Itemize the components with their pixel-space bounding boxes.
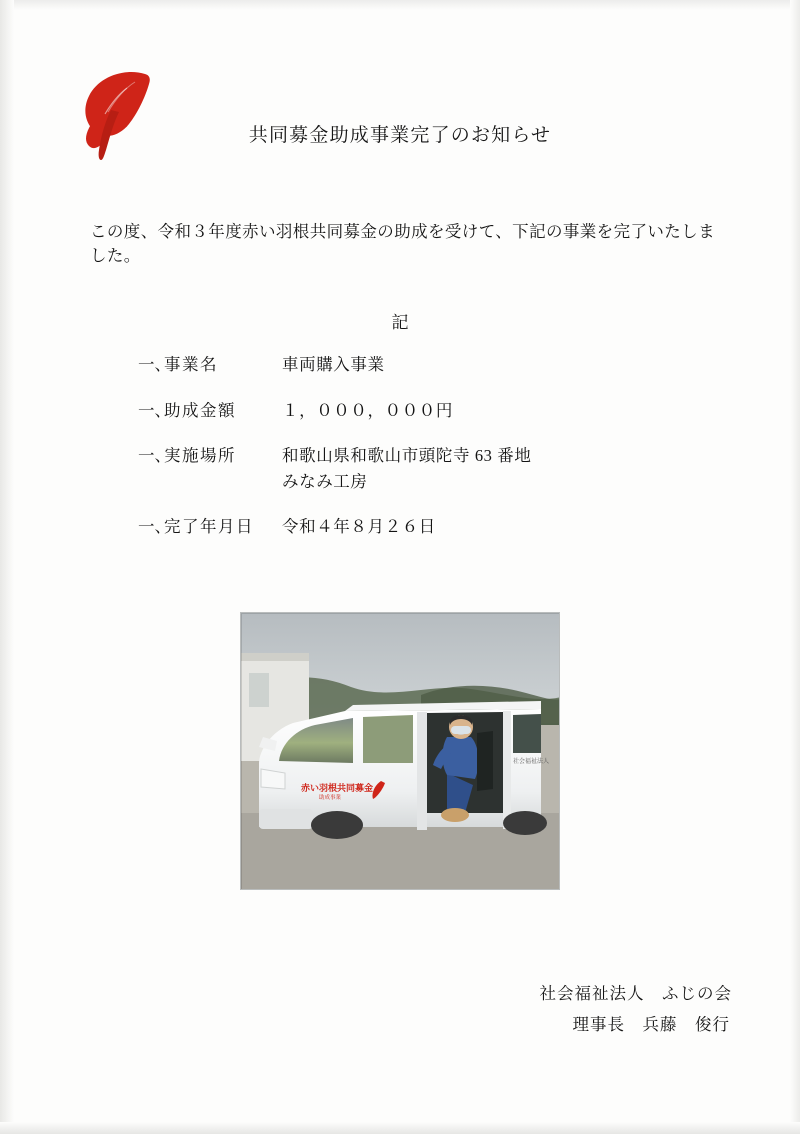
svg-text:助成事業: 助成事業 [319,795,342,801]
representative-name: 理事長 兵藤 俊行 [572,1015,730,1035]
lead-paragraph: この度、令和３年度赤い羽根共同募金の助成を受けて、下記の事業を完了いたしました。 [90,222,715,265]
list-item [138,352,698,378]
list-item [138,398,698,424]
item-value: 車両購入事業 [282,355,385,374]
ki-marker: 記 [391,313,409,332]
list-item [138,514,698,540]
list-item [138,443,698,494]
svg-text:赤い羽根共同募金: 赤い羽根共同募金 [301,783,374,793]
item-value-main: 和歌山県和歌山市頭陀寺 63 番地 [282,446,532,466]
item-marker: 一、 [138,517,171,537]
scan-edge-bottom [0,1122,800,1134]
red-feather-icon [75,62,165,162]
item-marker: 一、 [138,355,171,374]
item-marker: 一、 [138,400,171,420]
item-value [282,443,698,494]
scan-edge-left [0,0,14,1134]
item-value: １，０００，０００円 [282,400,453,420]
item-label: 実施場所 [164,446,236,466]
organization-name: 社会福祉法人 ふじの会 [539,984,732,1003]
item-label: 完了年月日 [164,517,254,537]
svg-text:社会福祉法人: 社会福祉法人 [513,759,550,765]
signature-block [312,978,732,1041]
vehicle-photo [240,612,560,890]
item-marker: 一、 [138,446,171,466]
item-label: 助成金額 [164,400,236,420]
item-label: 事業名 [164,355,218,374]
detail-list [138,352,698,560]
item-value-sub: みなみ工房 [282,471,368,491]
item-value: 令和４年８月２６日 [282,517,436,537]
scan-edge-top [0,0,800,10]
scan-edge-right [790,0,800,1134]
page-title: 共同募金助成事業完了のお知らせ [248,125,552,146]
